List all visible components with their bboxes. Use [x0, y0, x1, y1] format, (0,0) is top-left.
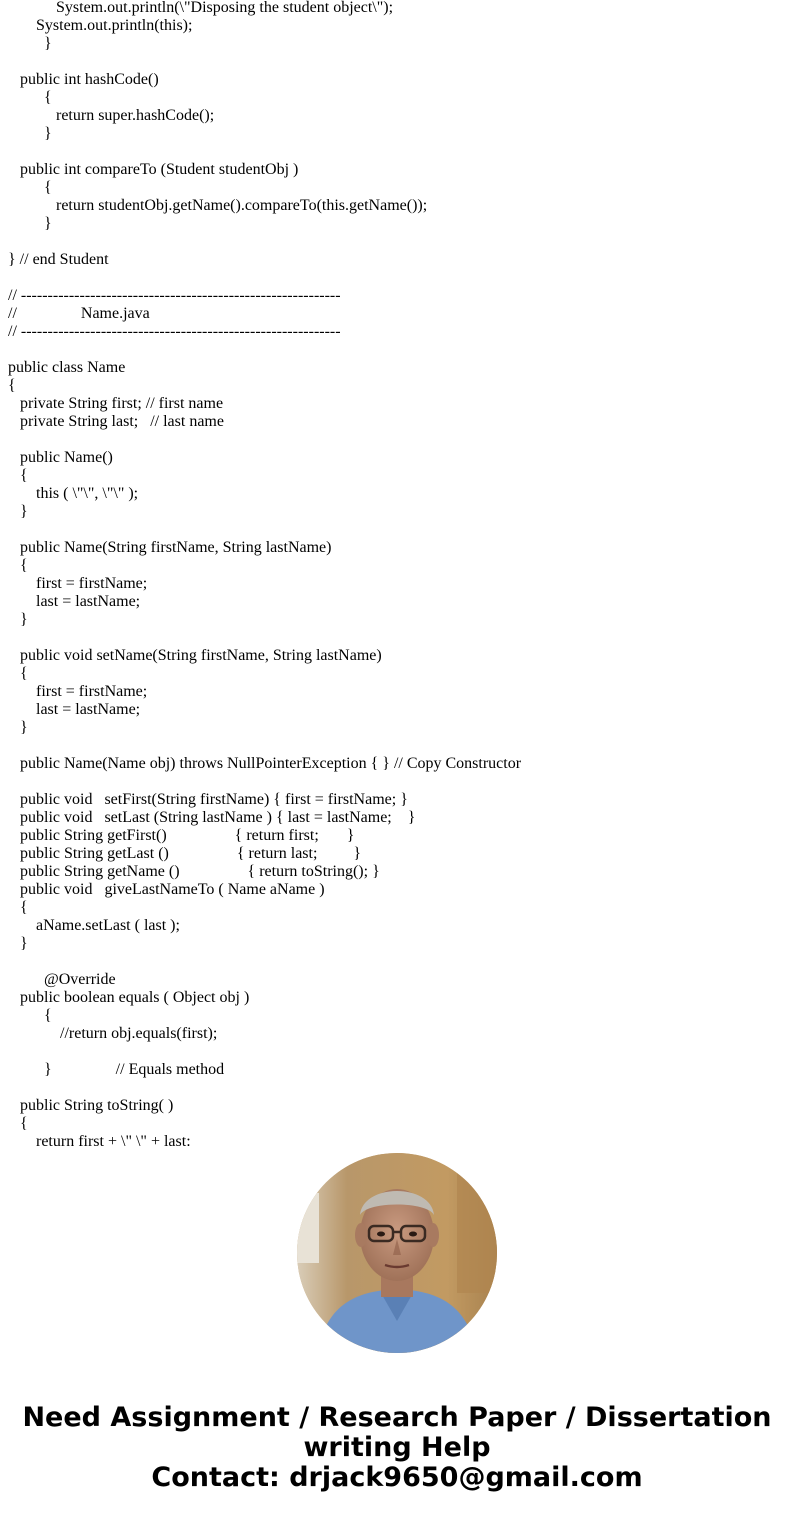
code-line: private String first; // first name [8, 395, 224, 412]
code-line: { [8, 1007, 52, 1024]
code-line: } [8, 719, 28, 736]
code-line: { [8, 665, 28, 682]
promo-line-1: Need Assignment / Research Paper / Dissertation [22, 1402, 772, 1433]
code-line: aName.setLast ( last ); [8, 917, 180, 934]
code-line: public void setFirst(String firstName) { first = firstName; } [8, 791, 408, 808]
code-line: System.out.println(this); [8, 17, 193, 34]
code-line: first = firstName; [8, 575, 148, 592]
code-line [8, 737, 521, 755]
code-line: public int compareTo (Student studentObj ) [8, 161, 299, 178]
code-line: // ------------------------------------------------------------ [8, 323, 341, 340]
code-line: return super.hashCode(); [8, 107, 215, 124]
code-line [8, 629, 521, 647]
code-line: public Name(String firstName, String lastName) [8, 539, 332, 556]
code-listing [8, 0, 521, 1151]
code-line [8, 341, 521, 359]
code-line: private String last; // last name [8, 413, 224, 430]
code-line: public String getFirst() { return first; } [8, 827, 355, 844]
code-line [8, 53, 521, 71]
code-line: } [8, 215, 52, 232]
code-line: System.out.println(\"Disposing the student object\"); [8, 0, 394, 16]
code-line: { [8, 1115, 28, 1132]
code-line: } // end Student [8, 251, 109, 268]
code-line [8, 269, 521, 287]
code-line: public class Name [8, 359, 126, 376]
code-line: public String getLast () { return last; } [8, 845, 362, 862]
code-line: // ------------------------------------------------------------ [8, 287, 341, 304]
code-line: public void giveLastNameTo ( Name aName ) [8, 881, 325, 898]
code-line: public int hashCode() [8, 71, 159, 88]
code-line: } // Equals method [8, 1061, 225, 1078]
code-line [8, 143, 521, 161]
code-line: public String getName () { return toString(); } [8, 863, 380, 880]
code-line: public boolean equals ( Object obj ) [8, 989, 250, 1006]
code-line: first = firstName; [8, 683, 148, 700]
code-line: { [8, 467, 28, 484]
author-avatar [297, 1153, 497, 1353]
code-line: } [8, 611, 28, 628]
promo-contact-email[interactable]: Contact: drjack9650@gmail.com [151, 1462, 643, 1493]
portrait-image [297, 1153, 497, 1353]
code-line: return first + \" \" + last: [8, 1133, 191, 1150]
code-line: last = lastName; [8, 701, 141, 718]
code-line: } [8, 125, 52, 142]
code-line [8, 953, 521, 971]
code-line [8, 773, 521, 791]
code-line: { [8, 89, 52, 106]
code-line: { [8, 557, 28, 574]
code-line: public void setName(String firstName, String lastName) [8, 647, 382, 664]
code-line: { [8, 377, 16, 394]
code-line: { [8, 179, 52, 196]
code-line: } [8, 503, 28, 520]
code-line: // Name.java [8, 305, 150, 322]
code-line [8, 233, 521, 251]
code-line: @Override [8, 971, 116, 988]
code-line: return studentObj.getName().compareTo(this.getName()); [8, 197, 428, 214]
code-line: public void setLast (String lastName ) { last = lastName; } [8, 809, 416, 826]
promo-banner [0, 1403, 794, 1493]
code-line: { [8, 899, 28, 916]
code-line [8, 1043, 521, 1061]
code-line: last = lastName; [8, 593, 141, 610]
code-line [8, 521, 521, 539]
promo-line-2: writing Help [303, 1432, 491, 1463]
code-line [8, 1079, 521, 1097]
code-line: public Name() [8, 449, 113, 466]
code-line: } [8, 35, 52, 52]
code-line [8, 431, 521, 449]
code-line: public String toString( ) [8, 1097, 174, 1114]
code-line: public Name(Name obj) throws NullPointerException { } // Copy Constructor [8, 755, 522, 772]
code-line: } [8, 935, 28, 952]
code-line: this ( \"\", \"\" ); [8, 485, 139, 502]
code-line: //return obj.equals(first); [8, 1025, 218, 1042]
